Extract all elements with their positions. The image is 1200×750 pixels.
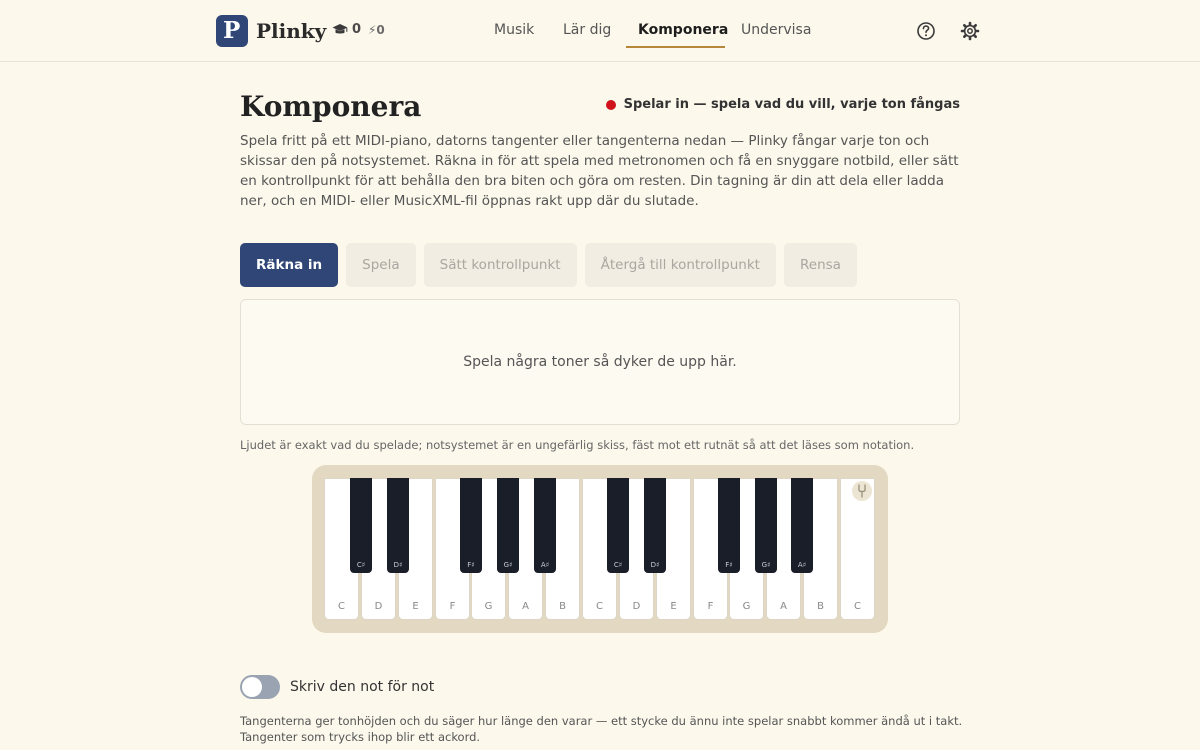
piano-key-label: D♯ — [650, 561, 660, 569]
nav-komponera[interactable]: Komponera — [638, 22, 729, 38]
piano-key-label: F — [449, 601, 456, 612]
compose-toolbar — [240, 243, 857, 287]
logo-letter: P — [223, 17, 241, 44]
nav-active-indicator — [626, 46, 725, 48]
piano-key-label: C — [854, 601, 861, 612]
piano-black-key[interactable] — [607, 478, 629, 573]
piano-key-label: D♯ — [393, 561, 403, 569]
piano-key-label: D — [374, 601, 383, 612]
note-by-note-label: Skriv den not för not — [290, 679, 435, 695]
logo[interactable] — [216, 15, 248, 47]
note-by-note-toggle[interactable] — [240, 675, 280, 699]
piano-key-label: G — [484, 601, 493, 612]
piano-black-key[interactable] — [534, 478, 556, 573]
piano-black-key[interactable] — [718, 478, 740, 573]
piano-key-label: C♯ — [356, 561, 366, 569]
piano-key-label: C — [596, 601, 603, 612]
piano-black-key[interactable] — [497, 478, 519, 573]
xp-value: 0 — [352, 22, 362, 37]
piano-key-label: C — [338, 601, 345, 612]
piano-key-label: D — [632, 601, 641, 612]
note-by-note-help: Tangenterna ger tonhöjden och du säger hur länge den varar — ett stycke du ännu inte spelar snabbt kommer ändå ut i takt. Tangenter som trycks ihop blir ett ackord. — [240, 714, 963, 744]
help-button[interactable] — [915, 20, 937, 42]
recording-status — [606, 96, 960, 114]
piano-key-label: E — [412, 601, 419, 612]
piano-key-label: B — [559, 601, 566, 612]
piano-black-key[interactable] — [644, 478, 666, 573]
clear-button[interactable]: Rensa — [784, 243, 857, 287]
piano-key-label: B — [817, 601, 824, 612]
piano-key-label: G♯ — [761, 561, 771, 569]
set-checkpoint-button[interactable]: Sätt kontrollpunkt — [424, 243, 577, 287]
piano-key-label: E — [670, 601, 677, 612]
streak-value: ⚡0 — [368, 23, 385, 37]
nav-lar-dig[interactable]: Lär dig — [563, 22, 612, 38]
piano-key-label: G — [742, 601, 751, 612]
tuning-fork-icon — [852, 481, 872, 501]
xp-counter — [332, 22, 361, 38]
toggle-knob — [242, 677, 262, 697]
piano-key-label: A — [780, 601, 787, 612]
brand-name[interactable]: Plinky — [256, 19, 327, 43]
score-area — [240, 299, 960, 425]
piano-key-label: A — [522, 601, 529, 612]
piano-key-label: G♯ — [503, 561, 513, 569]
page-title: Komponera — [240, 90, 422, 123]
piano-key-label: F♯ — [467, 561, 475, 569]
gear-icon — [959, 20, 981, 42]
piano-key-label: F — [707, 601, 714, 612]
streak-counter — [368, 22, 385, 38]
nav-undervisa[interactable]: Undervisa — [741, 22, 812, 38]
piano-key-label: F♯ — [725, 561, 733, 569]
count-in-button[interactable]: Räkna in — [240, 243, 338, 287]
recording-status-text: Spelar in — spela vad du vill, varje ton fångas — [623, 97, 960, 112]
piano-black-key[interactable] — [791, 478, 813, 573]
revert-checkpoint-button[interactable]: Återgå till kontrollpunkt — [585, 243, 776, 287]
help-icon — [915, 20, 937, 42]
piano-black-key[interactable] — [350, 478, 372, 573]
play-button[interactable]: Spela — [346, 243, 415, 287]
tuning-fork-button[interactable] — [852, 481, 872, 501]
settings-button[interactable] — [959, 20, 981, 42]
piano-key-label: C♯ — [613, 561, 623, 569]
piano-key-label: A♯ — [797, 561, 807, 569]
piano-black-key[interactable] — [755, 478, 777, 573]
graduation-cap-icon — [332, 23, 348, 37]
score-note: Ljudet är exakt vad du spelade; notsystemet är en ungefärlig skiss, fäst mot ett rutnät så att det läses som notation. — [240, 438, 915, 452]
piano-black-key[interactable] — [387, 478, 409, 573]
top-bar — [0, 0, 1200, 62]
nav-musik[interactable]: Musik — [494, 22, 535, 38]
intro-text: Spela fritt på ett MIDI-piano, datorns tangenter eller tangenterna nedan — Plinky fångar varje ton och skissar den på notsystemet. Räkna in för att spela med metronomen och få en snyggare notbild, eller sätt en kontrollpunkt för att behålla den bra biten och göra om resten. Din tagning är din att dela eller ladda ner, och en MIDI- eller MusicXML-fil öppnas rakt upp där du slutade. — [240, 133, 959, 209]
recording-dot-icon — [606, 100, 616, 110]
piano-key-label: A♯ — [540, 561, 550, 569]
score-empty-text: Spela några toner så dyker de upp här. — [463, 354, 737, 370]
piano-black-key[interactable] — [460, 478, 482, 573]
